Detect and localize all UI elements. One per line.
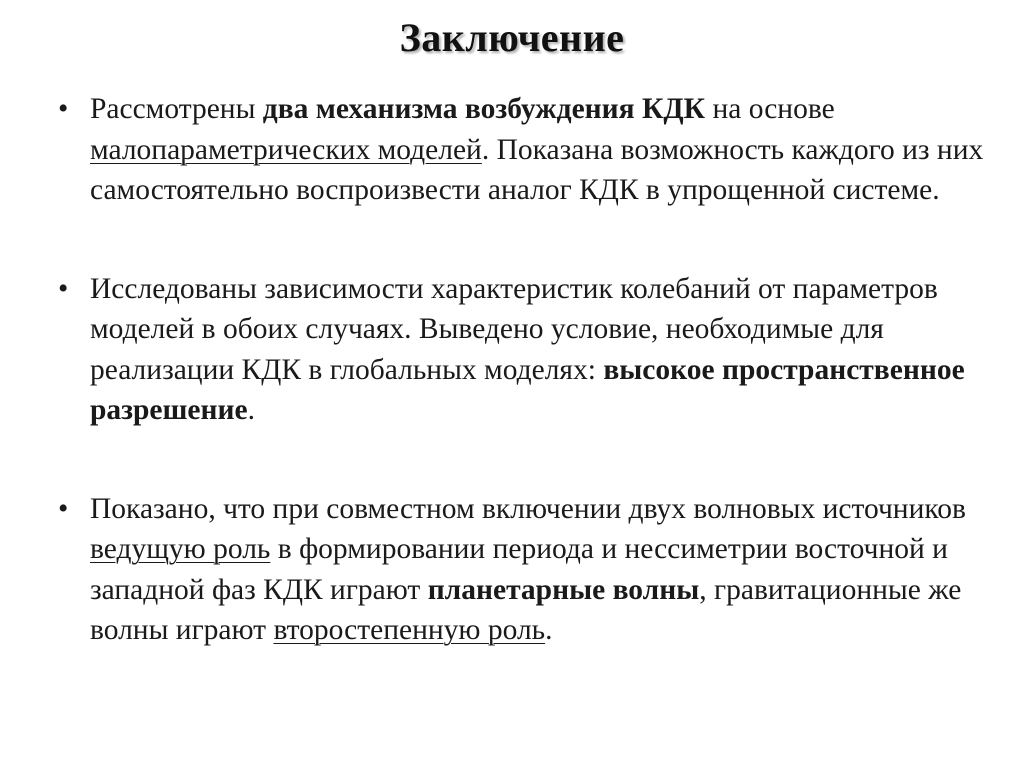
bullet-1-text-3: . Показана возможность каждого из них самостоятельно воспроизвести аналог КДК в упрощенной системе.: [90, 133, 984, 206]
bullet-icon: •: [58, 492, 69, 525]
bullet-list: [58, 89, 988, 651]
bullet-3-text-3: , гравитационные же волны играют: [90, 573, 962, 646]
bullet-2-bold-resolution: высокое пространственное разрешение: [90, 353, 965, 426]
slide-title: Заключение: [399, 15, 625, 60]
bullet-icon: •: [58, 272, 69, 305]
bullet-1-text-2: на основе: [705, 93, 835, 125]
bullet-icon: •: [58, 93, 69, 125]
bullet-item-2: [58, 269, 988, 431]
bullet-1-bold-mechanisms: два механизма возбуждения КДК: [262, 93, 706, 125]
bullet-2-text-2: .: [247, 394, 255, 426]
bullet-3-text-4: .: [545, 614, 553, 646]
bullet-item-3: [58, 489, 988, 651]
bullet-3-underlined-leading-role: ведущую роль: [90, 533, 271, 565]
bullet-3-text-2: в формировании периода и нессиметрии восточной и западной фаз КДК играют: [90, 533, 948, 606]
bullet-1-underlined-models: малопараметрических моделей: [90, 133, 482, 166]
bullet-1-text-1: Рассмотрены: [90, 93, 263, 125]
bullet-item-1: [58, 89, 988, 211]
bullet-3-underlined-secondary-role: второстепенную роль: [273, 614, 546, 646]
bullet-3-bold-planetary-waves: планетарные волны: [427, 573, 700, 606]
bullet-3-text-1: Показано, что при совместном включении двух волновых источников: [90, 492, 966, 525]
bullet-2-text-1: Исследованы зависимости характеристик колебаний от параметров моделей в обоих случаях. Выведено условие, необходимые для реализации КДК в глобальных моделях:: [90, 272, 938, 386]
